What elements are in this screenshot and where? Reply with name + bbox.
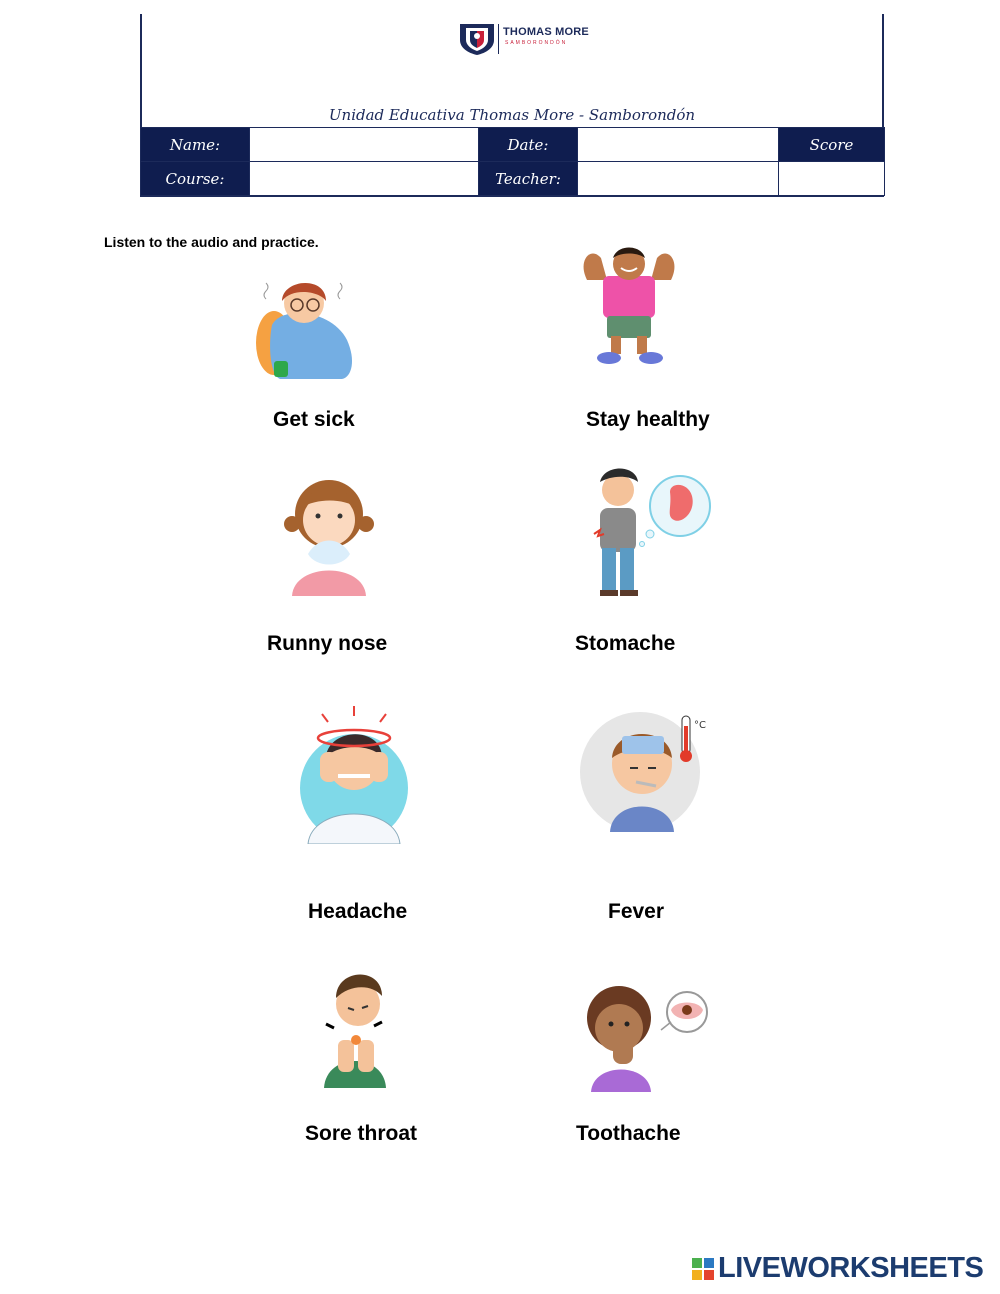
date-label: Date: (479, 128, 578, 162)
course-field[interactable] (250, 162, 479, 196)
caption-headache: Headache (308, 900, 408, 923)
liveworksheets-logo-icon (692, 1252, 716, 1282)
man-sore-throat-icon (320, 962, 390, 1088)
caption-fever: Fever (608, 900, 665, 923)
name-field[interactable] (250, 128, 479, 162)
logo-divider (498, 24, 499, 54)
caption-sore-throat: Sore throat (305, 1122, 418, 1145)
logo-text: THOMAS MORE (503, 26, 589, 38)
caption-runny-nose: Runny nose (267, 632, 388, 655)
boy-headache-icon (298, 704, 410, 844)
caption-get-sick: Get sick (273, 408, 355, 431)
school-name: Unidad Educativa Thomas More - Samborondón (328, 106, 696, 124)
date-field[interactable] (578, 128, 779, 162)
liveworksheets-brand[interactable]: LIVEWORKSHEETS (718, 1252, 984, 1284)
boy-fever-thermometer-icon (580, 712, 712, 836)
logo-subtext: SAMBORONDÓN (505, 40, 568, 46)
sick-child-blanket-icon (252, 265, 356, 383)
teacher-label: Teacher: (479, 162, 578, 196)
caption-stay-healthy: Stay healthy (586, 408, 710, 431)
strong-boy-icon (577, 240, 681, 368)
score-label: Score (779, 128, 885, 162)
girl-toothache-icon (583, 980, 709, 1092)
score-field[interactable] (779, 162, 885, 196)
student-info-table (140, 127, 885, 196)
boy-stomach-pain-icon (588, 464, 714, 600)
instructions: Listen to the audio and practice. (104, 234, 319, 250)
caption-stomache: Stomache (575, 632, 676, 655)
caption-toothache: Toothache (576, 1122, 681, 1145)
course-label: Course: (141, 162, 250, 196)
teacher-field[interactable] (578, 162, 779, 196)
svg-text:°C: °C (694, 720, 706, 731)
name-label: Name: (141, 128, 250, 162)
girl-tissue-icon (278, 468, 380, 596)
